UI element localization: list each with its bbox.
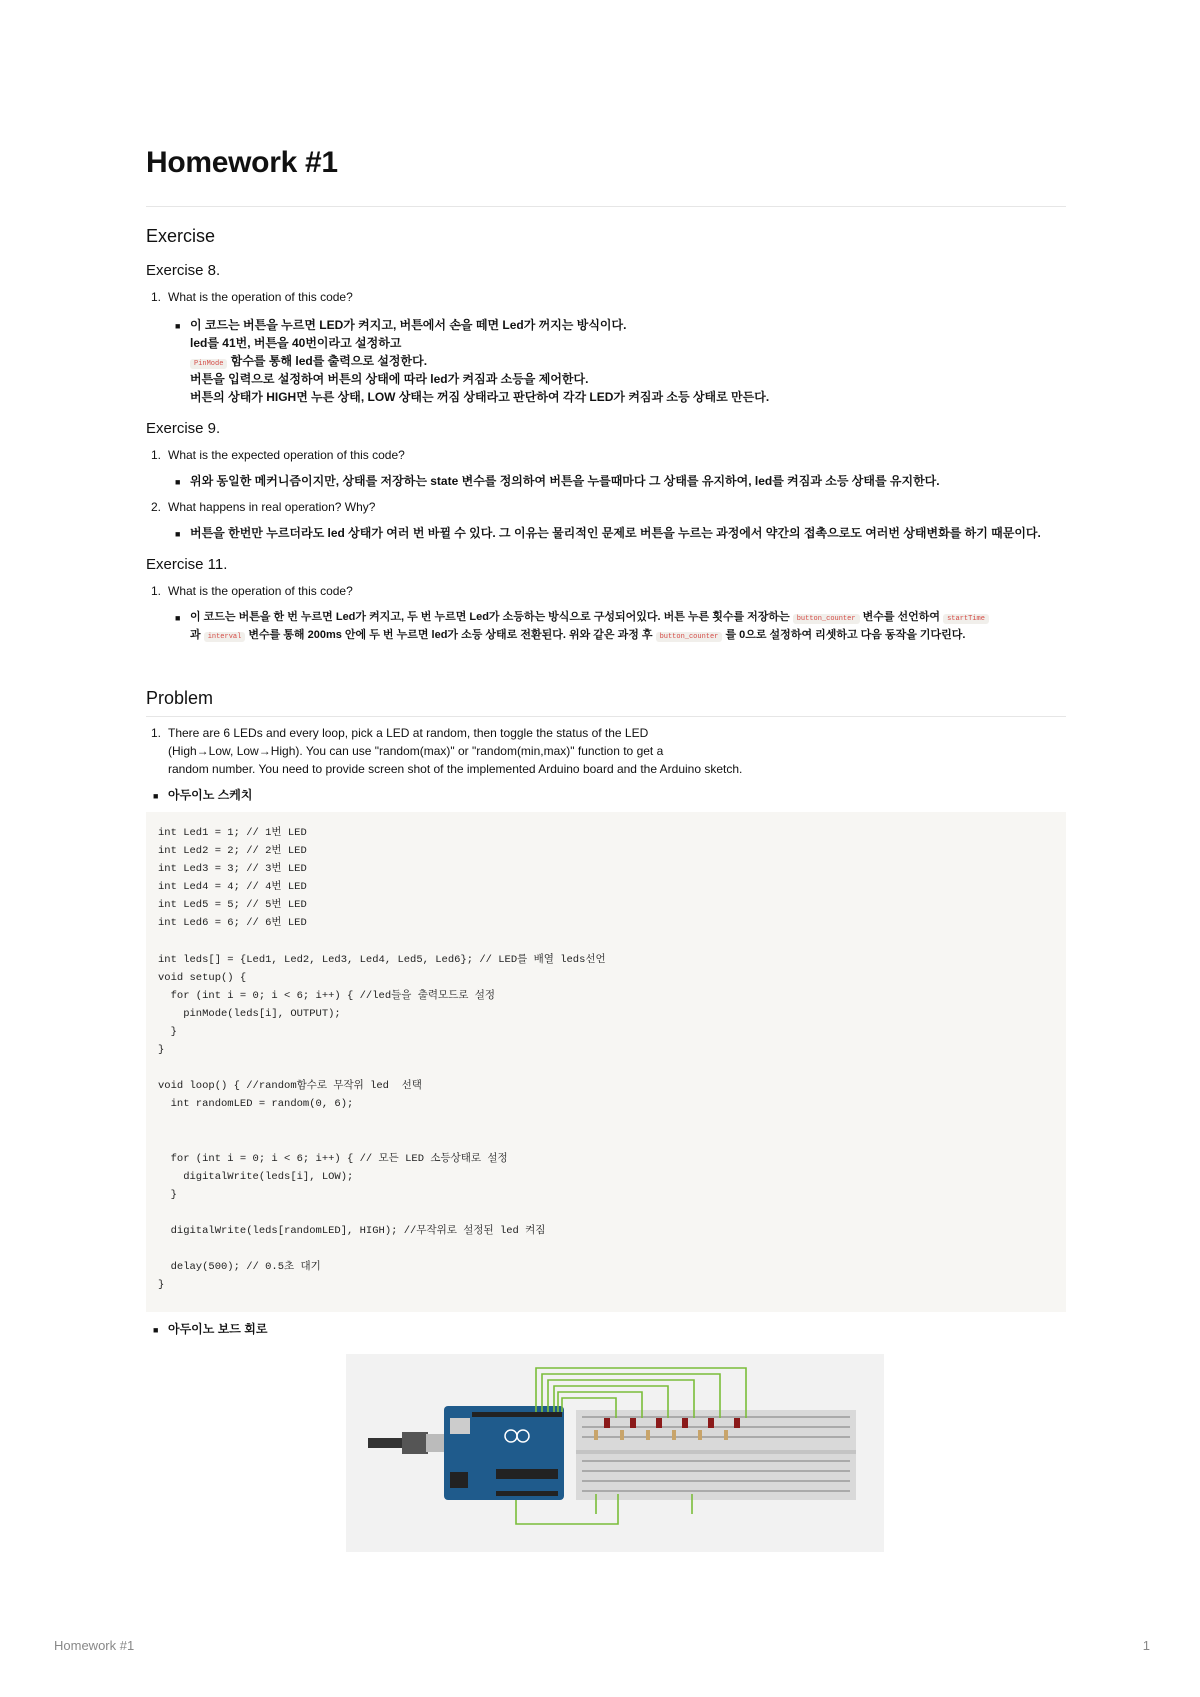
digital-header	[472, 1412, 562, 1417]
bullet-label: 아두이노 보드 회로	[168, 1322, 268, 1336]
problem-line: random number. You need to provide screen shot of the implemented Arduino board and the Arduino sketch.	[168, 762, 743, 776]
footer-title: Homework #1	[54, 1638, 135, 1653]
inline-code: interval	[204, 632, 246, 642]
led	[708, 1418, 714, 1428]
answer-text: 이 코드는 버튼을 한 번 누르면 Led가 켜지고, 두 번 누르면 Led가 소등하는 방식으로 구성되어있다. 버튼 누른 횟수를 저장하는	[190, 611, 790, 623]
answer-line	[190, 608, 989, 628]
resistor	[620, 1430, 624, 1440]
led	[656, 1418, 662, 1428]
power-jack	[450, 1472, 468, 1488]
usb-jack	[450, 1418, 470, 1434]
problem-divider	[146, 716, 1066, 717]
answer-line: led를 41번, 버튼을 40번이라고 설정하고	[190, 336, 402, 350]
inline-code: startTime	[943, 614, 989, 624]
answer-line: 버튼을 입력으로 설정하여 버튼의 상태에 따라 led가 켜짐과 소등을 제어한다.	[190, 372, 589, 386]
exercise-9-heading: Exercise 9.	[146, 420, 221, 437]
answer-line: 버튼을 한번만 누르더라도 led 상태가 여러 번 바뀔 수 있다. 그 이유는 물리적인 문제로 버튼을 누르는 과정에서 약간의 접촉으로도 여러번 상태변화를 하기 때문이다.	[190, 526, 1041, 540]
answer-text: 변수를 통해 200ms 안에 두 번 누르면 led가 소등 상태로 전환된다. 위와 같은 과정 후	[248, 629, 653, 641]
breadboard	[576, 1410, 856, 1500]
bullet-label: 아두이노 스케치	[168, 788, 253, 802]
answer-text: 를 0으로 설정하여 리셋하고 다음 동작을 기다린다.	[725, 629, 966, 641]
bullet-icon: ■	[175, 529, 181, 539]
arduino-sketch-code: int Led1 = 1; // 1번 LED int Led2 = 2; // 2번 LED int Led3 = 3; // 3번 LED int Led4 = 4; // 4번 LED int Led5 = 5; // 5번 LED int Led6 = 6; // 6번 LED int leds[] = {Led1, Led2, Led3, Led4, Led5, Led6}; // LED를 배열 leds선언 void setup() { for (int i = 0; i < 6; i++) { //led들을 출력모드로 설정 pinMode(leds[i], OUTPUT); } } void loop() { //random함수로 무작위 led 선택 int randomLED = random(0, 6); for (int i = 0; i < 6; i++) { // 모든 LED 소등상태로 설정 digitalWrite(leds[i], LOW); } digitalWrite(leds[randomLED], HIGH); //무작위로 설정된 led 켜짐 delay(500); // 0.5초 대기 }	[158, 827, 606, 1292]
list-number: 1.	[151, 448, 162, 462]
problem-line: (High→Low, Low→High). You can use "random(max)" or "random(min,max)" function to get a	[168, 744, 664, 758]
page-title: Homework #1	[146, 146, 338, 179]
resistor	[724, 1430, 728, 1440]
question-text: What is the expected operation of this code?	[168, 448, 405, 462]
bullet-icon: ■	[153, 1325, 159, 1335]
inline-code: button_counter	[793, 614, 860, 624]
list-number: 1.	[151, 726, 162, 740]
inline-code: PinMode	[190, 359, 227, 369]
usb-connector	[426, 1434, 444, 1452]
title-divider	[146, 206, 1066, 207]
problem-line: There are 6 LEDs and every loop, pick a LED at random, then toggle the status of the LED	[168, 726, 649, 740]
exercise-11-heading: Exercise 11.	[146, 556, 228, 573]
arduino-circuit-image	[346, 1354, 884, 1552]
resistor	[646, 1430, 650, 1440]
code-block	[146, 812, 1066, 1312]
answer-line	[190, 626, 965, 646]
led	[682, 1418, 688, 1428]
answer-text: 변수를 선언하여	[862, 611, 941, 623]
section-heading-exercise: Exercise	[146, 226, 216, 246]
microcontroller-chip	[496, 1469, 558, 1479]
resistor	[672, 1430, 676, 1440]
answer-line: 이 코드는 버튼을 누르면 LED가 켜지고, 버튼에서 손을 떼면 Led가 꺼지는 방식이다.	[190, 318, 627, 332]
usb-plug	[402, 1432, 428, 1454]
list-number: 1.	[151, 584, 162, 598]
answer-line: 버튼의 상태가 HIGH면 누른 상태, LOW 상태는 꺼짐 상태라고 판단하여 각각 LED가 켜짐과 소등 상태로 만든다.	[190, 390, 770, 404]
led	[630, 1418, 636, 1428]
bullet-icon: ■	[175, 477, 181, 487]
bullet-icon: ■	[153, 791, 159, 801]
exercise-8-heading: Exercise 8.	[146, 262, 221, 279]
led	[604, 1418, 610, 1428]
question-text: What is the operation of this code?	[168, 290, 353, 304]
analog-header	[496, 1491, 558, 1496]
bullet-icon: ■	[175, 613, 181, 623]
led	[734, 1418, 740, 1428]
section-heading-problem: Problem	[146, 688, 214, 708]
arduino-circuit-drawing	[346, 1354, 884, 1552]
resistor	[594, 1430, 598, 1440]
bullet-icon: ■	[175, 321, 181, 331]
answer-text: 함수를 통해 led를 출력으로 설정한다.	[230, 354, 428, 368]
question-text: What is the operation of this code?	[168, 584, 353, 598]
list-number: 2.	[151, 500, 162, 514]
answer-text: 과	[190, 629, 201, 641]
page-number: 1	[1142, 1638, 1150, 1653]
breadboard-channel	[576, 1450, 856, 1454]
list-number: 1.	[151, 290, 162, 304]
question-text: What happens in real operation? Why?	[168, 500, 376, 514]
answer-line: 위와 동일한 메커니즘이지만, 상태를 저장하는 state 변수를 정의하여 버튼을 누를때마다 그 상태를 유지하여, led를 켜짐과 소등 상태를 유지한다.	[190, 474, 940, 488]
resistor	[698, 1430, 702, 1440]
inline-code: button_counter	[656, 632, 723, 642]
